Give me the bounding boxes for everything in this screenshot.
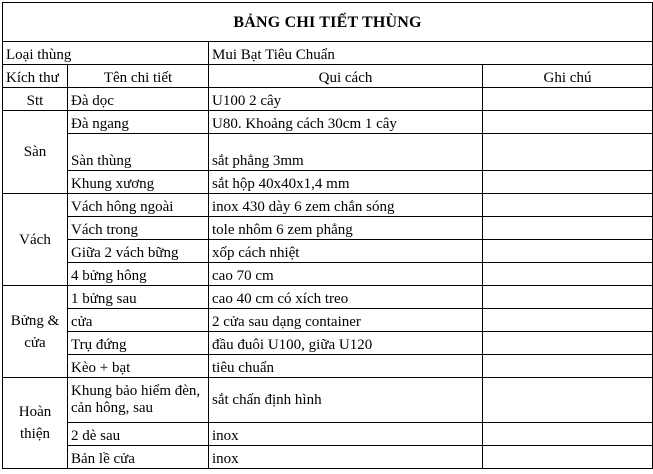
group-label-tailgate-doors: Bửng & cửa	[3, 286, 68, 378]
part-note	[483, 309, 653, 332]
part-spec: 2 cửa sau dạng container	[209, 309, 483, 332]
part-spec: inox	[209, 423, 483, 446]
header-col-part-name: Tên chi tiết	[68, 65, 209, 88]
type-value: Mui Bạt Tiêu Chuẩn	[209, 42, 653, 65]
table-title: BẢNG CHI TIẾT THÙNG	[3, 3, 653, 42]
table-row	[3, 240, 653, 263]
part-name: Đà ngang	[68, 111, 209, 134]
part-name: Trụ đứng	[68, 332, 209, 355]
part-note	[483, 194, 653, 217]
part-note	[483, 134, 653, 171]
part-name: Vách hông ngoài	[68, 194, 209, 217]
part-spec: U100 2 cây	[209, 88, 483, 111]
part-name: Vách trong	[68, 217, 209, 240]
part-name: cửa	[68, 309, 209, 332]
part-note	[483, 240, 653, 263]
table-row	[3, 286, 653, 309]
part-spec: cao 40 cm có xích treo	[209, 286, 483, 309]
part-name: 1 bửng sau	[68, 286, 209, 309]
table-row	[3, 263, 653, 286]
header-col-size: Kích thư	[3, 65, 68, 88]
table-row	[3, 194, 653, 217]
part-name: Khung bảo hiểm đèn, cản hông, sau	[68, 378, 209, 423]
part-note	[483, 355, 653, 378]
type-row	[3, 42, 653, 65]
part-spec: sắt chấn định hình	[209, 378, 483, 423]
stt-label: Stt	[3, 88, 68, 111]
table-row	[3, 355, 653, 378]
part-note	[483, 332, 653, 355]
part-note	[483, 286, 653, 309]
part-spec: tole nhôm 6 zem phẳng	[209, 217, 483, 240]
part-note	[483, 378, 653, 423]
part-note	[483, 217, 653, 240]
truck-body-spec-table	[2, 2, 653, 469]
group-label-walls: Vách	[3, 194, 68, 286]
part-note	[483, 171, 653, 194]
part-spec: xốp cách nhiệt	[209, 240, 483, 263]
table-row	[3, 134, 653, 171]
part-name: Khung xương	[68, 171, 209, 194]
header-col-spec: Qui cách	[209, 65, 483, 88]
part-note	[483, 446, 653, 469]
header-col-note: Ghi chú	[483, 65, 653, 88]
table-row	[3, 378, 653, 423]
header-row	[3, 65, 653, 88]
part-note	[483, 263, 653, 286]
part-name: Giữa 2 vách bững	[68, 240, 209, 263]
part-spec: inox	[209, 446, 483, 469]
part-spec: đầu đuôi U100, giữa U120	[209, 332, 483, 355]
part-spec: cao 70 cm	[209, 263, 483, 286]
part-note	[483, 88, 653, 111]
part-spec: inox 430 dày 6 zem chắn sóng	[209, 194, 483, 217]
part-spec: U80. Khoảng cách 30cm 1 cây	[209, 111, 483, 134]
part-note	[483, 111, 653, 134]
table-row	[3, 446, 653, 469]
table-row	[3, 332, 653, 355]
part-name: Đà dọc	[68, 88, 209, 111]
part-spec: tiêu chuẩn	[209, 355, 483, 378]
part-name: 4 bửng hông	[68, 263, 209, 286]
part-spec: sắt phẳng 3mm	[209, 134, 483, 171]
table-row	[3, 423, 653, 446]
type-label: Loại thùng	[3, 42, 209, 65]
table-row	[3, 217, 653, 240]
part-name: Sàn thùng	[68, 134, 209, 171]
group-label-finishing: Hoàn thiện	[3, 378, 68, 469]
part-spec: sắt hộp 40x40x1,4 mm	[209, 171, 483, 194]
table-row	[3, 309, 653, 332]
table-row	[3, 171, 653, 194]
group-label-floor: Sàn	[3, 111, 68, 194]
part-note	[483, 423, 653, 446]
table-row	[3, 111, 653, 134]
part-name: Bản lề cửa	[68, 446, 209, 469]
part-name: Kèo + bạt	[68, 355, 209, 378]
part-name: 2 dè sau	[68, 423, 209, 446]
table-row	[3, 88, 653, 111]
